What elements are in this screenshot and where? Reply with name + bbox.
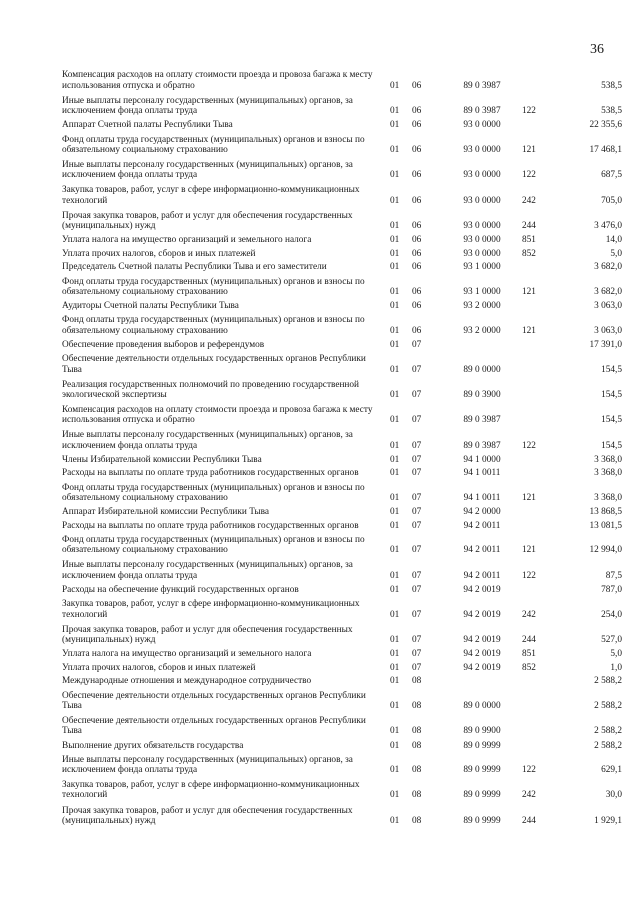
expense-name: Уплата налога на имущество организаций и земельного налога — [62, 649, 312, 660]
table-row — [62, 183, 622, 208]
amount-value: 1 929,1 — [594, 815, 622, 826]
subsection-code: 07 — [412, 440, 422, 451]
expense-name: Иные выплаты персоналу государственных (муниципальных) органов, за исключением фонда оплаты труда — [62, 754, 353, 776]
table-row — [62, 313, 622, 338]
expense-type-code: 121 — [522, 545, 536, 556]
expense-name: Председатель Счетной палаты Республики Тыва и его заместители — [62, 262, 327, 273]
table-row — [62, 752, 622, 777]
subsection-code: 07 — [412, 455, 422, 465]
expense-name: Компенсация расходов на оплату стоимости проезда и провоза багажа к месту использования отпуска и обратно — [62, 70, 373, 91]
table-row — [62, 675, 622, 688]
expense-type-code: 121 — [522, 286, 536, 297]
section-code: 01 — [390, 248, 400, 259]
target-item-code: 94 2 0019 — [463, 649, 501, 660]
amount-value: 3 368,0 — [594, 455, 622, 465]
section-code: 01 — [390, 235, 400, 246]
section-code: 01 — [390, 468, 400, 479]
section-code: 01 — [390, 120, 400, 131]
amount-value: 14,0 — [605, 235, 622, 246]
amount-value: 3 063,0 — [594, 301, 622, 312]
expense-name: Уплата прочих налогов, сборов и иных платежей — [62, 662, 256, 673]
expense-type-code: 122 — [522, 765, 536, 776]
target-item-code: 89 0 9999 — [463, 815, 501, 826]
target-item-code: 94 2 0011 — [463, 520, 501, 531]
table-row — [62, 261, 622, 274]
table-row — [62, 274, 622, 299]
section-code: 01 — [390, 144, 400, 155]
subsection-code: 06 — [412, 262, 422, 273]
table-row — [62, 583, 622, 596]
subsection-code: 08 — [412, 740, 422, 751]
amount-value: 5,0 — [610, 248, 622, 259]
amount-value: 17 391,0 — [589, 340, 622, 351]
expense-name: Обеспечение деятельности отдельных государственных органов Республики Тыва — [62, 690, 366, 711]
target-item-code: 94 1 0011 — [463, 493, 501, 504]
target-item-code: 89 0 3987 — [463, 415, 501, 426]
section-code: 01 — [390, 195, 400, 206]
subsection-code: 06 — [412, 248, 422, 259]
subsection-code: 07 — [412, 364, 422, 375]
subsection-code: 07 — [412, 520, 422, 531]
amount-value: 154,5 — [601, 440, 622, 451]
subsection-code: 08 — [412, 676, 422, 687]
expense-name: Иные выплаты персоналу государственных (муниципальных) органов, за исключением фонда оплаты труда — [62, 95, 353, 117]
table-row — [62, 688, 622, 713]
target-item-code: 93 0 0000 — [463, 235, 501, 246]
expense-name: Фонд оплаты труда государственных (муниципальных) органов и взносы по обязательному социальному страхованию — [62, 134, 365, 155]
section-code: 01 — [390, 493, 400, 504]
subsection-code: 06 — [412, 221, 422, 232]
amount-value: 2 588,2 — [594, 740, 622, 751]
section-code: 01 — [390, 609, 400, 620]
expense-name: Расходы на выплаты по оплате труда работников государственных органов — [62, 468, 359, 479]
target-item-code: 94 2 0019 — [463, 585, 501, 596]
amount-value: 538,5 — [601, 106, 622, 117]
expense-name: Фонд оплаты труда государственных (муниципальных) органов и взносы по обязательному социальному страхованию — [62, 535, 365, 556]
table-row — [62, 403, 622, 428]
expense-name: Прочая закупка товаров, работ и услуг для обеспечения государственных (муниципальных) нужд — [62, 624, 353, 646]
expense-name: Аудиторы Счетной палаты Республики Тыва — [62, 301, 239, 312]
section-code: 01 — [390, 570, 400, 581]
subsection-code: 06 — [412, 235, 422, 246]
target-item-code: 89 0 9999 — [463, 790, 501, 801]
target-item-code: 89 0 3987 — [463, 80, 501, 91]
subsection-code: 08 — [412, 790, 422, 801]
table-row — [62, 558, 622, 583]
amount-value: 2 588,2 — [594, 700, 622, 711]
subsection-code: 07 — [412, 340, 422, 351]
section-code: 01 — [390, 364, 400, 375]
subsection-code: 06 — [412, 325, 422, 336]
expense-name: Уплата прочих налогов, сборов и иных платежей — [62, 248, 256, 259]
section-code: 01 — [390, 545, 400, 556]
target-item-code: 93 0 0000 — [463, 170, 501, 181]
subsection-code: 06 — [412, 106, 422, 117]
expense-type-code: 852 — [522, 662, 536, 673]
target-item-code: 93 1 0000 — [463, 262, 501, 273]
expense-type-code: 121 — [522, 144, 536, 155]
expense-name: Обеспечение проведения выборов и референдумов — [62, 340, 265, 351]
subsection-code: 07 — [412, 389, 422, 400]
table-row — [62, 234, 622, 247]
expense-name: Обеспечение деятельности отдельных государственных органов Республики Тыва — [62, 715, 366, 737]
section-code: 01 — [390, 726, 400, 737]
target-item-code: 93 0 0000 — [463, 195, 501, 206]
expense-name: Уплата налога на имущество организаций и земельного налога — [62, 235, 312, 246]
target-item-code: 94 2 0011 — [463, 545, 501, 556]
target-item-code: 89 0 9999 — [463, 740, 501, 751]
amount-value: 3 682,0 — [594, 286, 622, 297]
target-item-code: 89 0 9900 — [463, 726, 501, 737]
expense-name: Обеспечение деятельности отдельных государственных органов Республики Тыва — [62, 354, 366, 375]
target-item-code: 89 0 3987 — [463, 106, 501, 117]
expense-type-code: 242 — [522, 790, 536, 801]
subsection-code: 07 — [412, 570, 422, 581]
amount-value: 2 588,2 — [594, 726, 622, 737]
subsection-code: 06 — [412, 144, 422, 155]
target-item-code: 94 2 0019 — [463, 609, 501, 620]
section-code: 01 — [390, 676, 400, 687]
table-row — [62, 300, 622, 313]
target-item-code: 93 0 0000 — [463, 120, 501, 131]
expense-name: Реализация государственных полномочий по проведению государственной экологической экспертизы — [62, 379, 360, 400]
subsection-code: 07 — [412, 649, 422, 660]
section-code: 01 — [390, 301, 400, 312]
section-code: 01 — [390, 325, 400, 336]
table-row — [62, 377, 622, 402]
subsection-code: 08 — [412, 765, 422, 776]
amount-value: 12 994,0 — [589, 545, 622, 556]
section-code: 01 — [390, 765, 400, 776]
table-row — [62, 622, 622, 647]
table-row — [62, 597, 622, 622]
amount-value: 30,0 — [605, 790, 622, 801]
expense-type-code: 122 — [522, 170, 536, 181]
section-code: 01 — [390, 520, 400, 531]
expense-name: Компенсация расходов на оплату стоимости проезда и провоза багажа к месту использования отпуска и обратно — [62, 405, 373, 426]
subsection-code: 06 — [412, 120, 422, 131]
table-row — [62, 739, 622, 752]
subsection-code: 06 — [412, 80, 422, 91]
section-code: 01 — [390, 286, 400, 297]
target-item-code: 93 1 0000 — [463, 286, 501, 297]
section-code: 01 — [390, 649, 400, 660]
table-row — [62, 533, 622, 558]
subsection-code: 07 — [412, 507, 422, 518]
subsection-code: 08 — [412, 700, 422, 711]
amount-value: 527,0 — [601, 635, 622, 646]
table-row — [62, 68, 622, 93]
section-code: 01 — [390, 106, 400, 117]
amount-value: 3 682,0 — [594, 262, 622, 273]
target-item-code: 93 0 0000 — [463, 221, 501, 232]
expense-type-code: 851 — [522, 235, 536, 246]
table-row — [62, 648, 622, 661]
section-code: 01 — [390, 340, 400, 351]
expense-name: Расходы на обеспечение функций государственных органов — [62, 585, 299, 596]
table-row — [62, 247, 622, 260]
section-code: 01 — [390, 440, 400, 451]
section-code: 01 — [390, 170, 400, 181]
subsection-code: 06 — [412, 170, 422, 181]
table-row — [62, 661, 622, 674]
subsection-code: 08 — [412, 815, 422, 826]
section-code: 01 — [390, 740, 400, 751]
table-row — [62, 93, 622, 118]
table-row — [62, 778, 622, 803]
expense-name: Фонд оплаты труда государственных (муниципальных) органов и взносы по обязательному социальному страхованию — [62, 482, 365, 504]
subsection-code: 07 — [412, 635, 422, 646]
subsection-code: 07 — [412, 609, 422, 620]
amount-value: 3 368,0 — [594, 493, 622, 504]
section-code: 01 — [390, 635, 400, 646]
section-code: 01 — [390, 507, 400, 518]
table-row — [62, 506, 622, 519]
expense-type-code: 122 — [522, 106, 536, 117]
target-item-code: 89 0 3900 — [463, 389, 501, 400]
subsection-code: 07 — [412, 493, 422, 504]
section-code: 01 — [390, 585, 400, 596]
section-code: 01 — [390, 80, 400, 91]
expense-name: Выполнение других обязательств государства — [62, 740, 244, 751]
section-code: 01 — [390, 790, 400, 801]
table-row — [62, 352, 622, 377]
amount-value: 5,0 — [610, 649, 622, 660]
amount-value: 3 368,0 — [594, 468, 622, 479]
amount-value: 2 588,2 — [594, 676, 622, 687]
expense-name: Фонд оплаты труда государственных (муниципальных) органов и взносы по обязательному социальному страхованию — [62, 276, 365, 297]
target-item-code: 93 0 0000 — [463, 144, 501, 155]
target-item-code: 93 2 0000 — [463, 325, 501, 336]
target-item-code: 94 2 0019 — [463, 662, 501, 673]
expense-name: Расходы на выплаты по оплате труда работников государственных органов — [62, 520, 359, 531]
amount-value: 629,1 — [601, 765, 622, 776]
expense-type-code: 121 — [522, 493, 536, 504]
table-row — [62, 119, 622, 132]
expense-name: Закупка товаров, работ, услуг в сфере информационно-коммуникационных технологий — [62, 185, 360, 206]
table-row — [62, 158, 622, 183]
amount-value: 705,0 — [601, 195, 622, 206]
section-code: 01 — [390, 221, 400, 232]
expense-name: Закупка товаров, работ, услуг в сфере информационно-коммуникационных технологий — [62, 599, 360, 620]
target-item-code: 89 0 0000 — [463, 700, 501, 711]
expense-type-code: 122 — [522, 440, 536, 451]
amount-value: 538,5 — [601, 80, 622, 91]
table-row — [62, 480, 622, 505]
table-row — [62, 338, 622, 351]
subsection-code: 07 — [412, 415, 422, 426]
table-row — [62, 453, 622, 466]
expense-type-code: 244 — [522, 221, 536, 232]
expense-name: Фонд оплаты труда государственных (муниципальных) органов и взносы по обязательному социальному страхованию — [62, 315, 365, 336]
expense-type-code: 242 — [522, 609, 536, 620]
subsection-code: 08 — [412, 726, 422, 737]
expense-name: Иные выплаты персоналу государственных (муниципальных) органов, за исключением фонда оплаты труда — [62, 430, 353, 451]
amount-value: 13 868,5 — [589, 507, 622, 518]
expense-type-code: 851 — [522, 649, 536, 660]
expense-name: Иные выплаты персоналу государственных (муниципальных) органов, за исключением фонда оплаты труда — [62, 160, 353, 181]
amount-value: 154,5 — [601, 389, 622, 400]
target-item-code: 94 1 0011 — [463, 468, 501, 479]
target-item-code: 94 1 0000 — [463, 455, 501, 465]
table-row — [62, 519, 622, 532]
section-code: 01 — [390, 662, 400, 673]
target-item-code: 94 2 0019 — [463, 635, 501, 646]
budget-table — [62, 68, 622, 829]
expense-name: Аппарат Избирательной комиссии Республики Тыва — [62, 507, 270, 518]
subsection-code: 06 — [412, 195, 422, 206]
table-row — [62, 208, 622, 233]
subsection-code: 07 — [412, 468, 422, 479]
amount-value: 687,5 — [601, 170, 622, 181]
target-item-code: 94 2 0000 — [463, 507, 501, 518]
target-item-code: 94 2 0011 — [463, 570, 501, 581]
section-code: 01 — [390, 415, 400, 426]
target-item-code: 89 0 3987 — [463, 440, 501, 451]
expense-name: Прочая закупка товаров, работ и услуг для обеспечения государственных (муниципальных) нужд — [62, 210, 353, 232]
section-code: 01 — [390, 389, 400, 400]
subsection-code: 06 — [412, 301, 422, 312]
subsection-code: 07 — [412, 585, 422, 596]
subsection-code: 06 — [412, 286, 422, 297]
expense-name: Иные выплаты персоналу государственных (муниципальных) органов, за исключением фонда оплаты труда — [62, 560, 353, 581]
table-row — [62, 467, 622, 480]
expense-type-code: 244 — [522, 815, 536, 826]
expense-type-code: 242 — [522, 195, 536, 206]
expense-name: Прочая закупка товаров, работ и услуг для обеспечения государственных (муниципальных) нужд — [62, 805, 353, 826]
table-row — [62, 428, 622, 453]
table-row — [62, 132, 622, 157]
subsection-code: 07 — [412, 662, 422, 673]
target-item-code: 93 2 0000 — [463, 301, 501, 312]
section-code: 01 — [390, 700, 400, 711]
expense-name: Закупка товаров, работ, услуг в сфере информационно-коммуникационных технологий — [62, 780, 360, 801]
target-item-code: 89 0 9999 — [463, 765, 501, 776]
section-code: 01 — [390, 815, 400, 826]
amount-value: 254,0 — [601, 609, 622, 620]
amount-value: 154,5 — [601, 415, 622, 426]
expense-type-code: 121 — [522, 325, 536, 336]
amount-value: 22 355,6 — [589, 120, 622, 131]
amount-value: 3 476,0 — [594, 221, 622, 232]
amount-value: 17 468,1 — [589, 144, 622, 155]
expense-type-code: 122 — [522, 570, 536, 581]
amount-value: 87,5 — [605, 570, 622, 581]
amount-value: 1,0 — [610, 662, 622, 673]
amount-value: 154,5 — [601, 364, 622, 375]
expense-name: Международные отношения и международное сотрудничество — [62, 676, 312, 687]
amount-value: 13 081,5 — [589, 520, 622, 531]
subsection-code: 07 — [412, 545, 422, 556]
target-item-code: 89 0 0000 — [463, 364, 501, 375]
page-number: 36 — [590, 42, 604, 57]
section-code: 01 — [390, 455, 400, 465]
section-code: 01 — [390, 262, 400, 273]
expense-type-code: 852 — [522, 248, 536, 259]
amount-value: 787,0 — [601, 585, 622, 596]
table-row — [62, 803, 622, 828]
table-row — [62, 714, 622, 739]
expense-name: Члены Избирательной комиссии Республики Тыва — [62, 455, 262, 465]
target-item-code: 93 0 0000 — [463, 248, 501, 259]
expense-name: Аппарат Счетной палаты Республики Тыва — [62, 120, 233, 131]
amount-value: 3 063,0 — [594, 325, 622, 336]
expense-type-code: 244 — [522, 635, 536, 646]
